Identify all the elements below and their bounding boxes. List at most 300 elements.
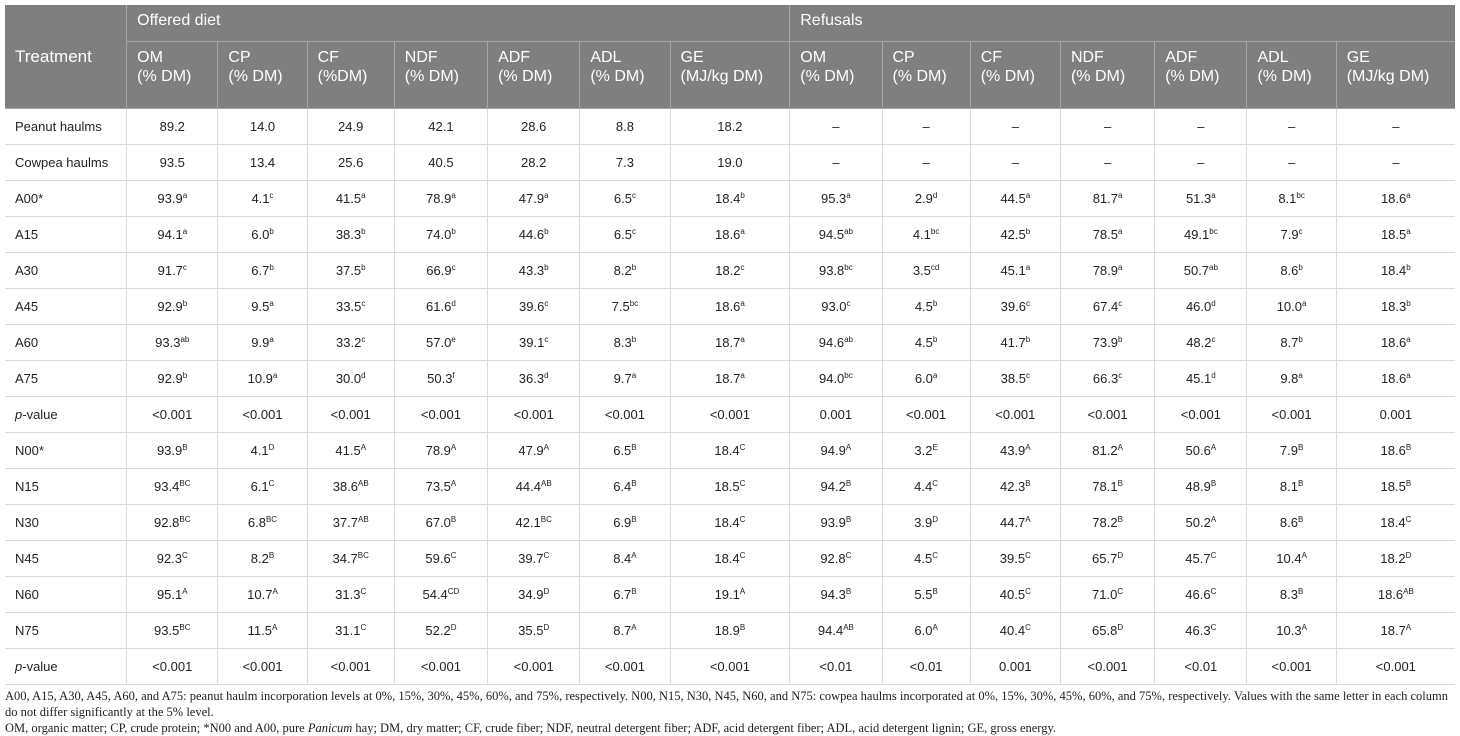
column-header [127, 42, 218, 109]
table-cell [790, 361, 882, 397]
table-cell [580, 289, 670, 325]
table-cell [1155, 181, 1247, 217]
row-label [5, 397, 127, 433]
table-cell [218, 397, 307, 433]
table-cell [1155, 577, 1247, 613]
footnote-abbreviations: OM, organic matter; CP, crude protein; *N00 and A00, pure Panicum hay; DM, dry matter; CF, crude fiber; NDF, neutral detergent fiber; ADF, acid detergent fiber; ADL, acid detergent lignin; GE, gross energy. [5, 721, 1057, 735]
cell-value: <0.001 [995, 407, 1036, 422]
significance-letter: a [182, 227, 188, 236]
cell-value: 39.7 [518, 551, 544, 566]
table-row [5, 433, 1455, 469]
cell-value: 8.4 [613, 551, 632, 566]
table-cell [394, 109, 487, 145]
cell-value: <0.001 [709, 407, 750, 422]
row-label-text: A60 [15, 335, 39, 350]
table-cell [394, 469, 487, 505]
significance-letter: d [932, 191, 938, 200]
cell-value: 78.9 [425, 443, 451, 458]
cell-value: 52.2 [425, 623, 451, 638]
significance-letter: A [932, 623, 938, 632]
table-cell [488, 433, 580, 469]
cell-value: 18.2 [1380, 551, 1406, 566]
cell-value: <0.01 [909, 659, 943, 674]
column-name: OM [137, 49, 163, 66]
table-cell [580, 541, 670, 577]
significance-letter: B [1297, 479, 1304, 488]
cell-value: 51.3 [1185, 191, 1212, 206]
table-cell [1247, 505, 1336, 541]
table-cell [1155, 613, 1247, 649]
row-label-text: N00* [15, 443, 44, 458]
cell-value: 10.3 [1276, 623, 1302, 638]
table-cell [580, 505, 670, 541]
cell-value: <0.001 [1271, 659, 1312, 674]
cell-value: 6.9 [613, 515, 632, 530]
table-cell [580, 577, 670, 613]
significance-letter: c [631, 227, 636, 236]
cell-value: 44.4 [515, 479, 541, 494]
significance-letter: AB [358, 479, 369, 488]
cell-value: 93.0 [821, 299, 847, 314]
table-cell [1060, 505, 1154, 541]
cell-value: 44.5 [1000, 191, 1026, 206]
significance-letter: c [1298, 227, 1303, 236]
table-cell [307, 433, 394, 469]
table-cell [790, 289, 882, 325]
table-cell [1247, 361, 1336, 397]
significance-letter: C [1025, 623, 1031, 632]
significance-letter: a [1025, 191, 1031, 200]
table-cell [970, 613, 1060, 649]
cell-value: 47.9 [518, 191, 545, 206]
significance-letter: C [1210, 623, 1217, 632]
cell-value: 4.5 [914, 335, 933, 350]
significance-letter: c [1118, 299, 1123, 308]
cell-value: 46.3 [1185, 623, 1211, 638]
cell-value: 42.1 [428, 119, 454, 134]
table-cell [218, 469, 307, 505]
cell-value: <0.001 [1180, 407, 1221, 422]
cell-value: 42.3 [999, 479, 1026, 494]
table-cell [488, 397, 580, 433]
cell-value: 71.0 [1092, 587, 1118, 602]
cell-value: 0.001 [819, 407, 853, 422]
table-cell [394, 325, 487, 361]
cell-value: 30.0 [335, 371, 362, 386]
significance-letter: BC [179, 479, 191, 488]
table-cell [882, 289, 970, 325]
cell-value: 18.6 [1380, 191, 1407, 206]
cell-value: 93.3 [155, 335, 181, 350]
column-name: GE [1346, 49, 1370, 66]
cell-value: 0.001 [999, 659, 1032, 674]
table-cell [1060, 289, 1154, 325]
cell-value: 44.6 [518, 227, 545, 242]
table-cell [882, 649, 970, 685]
cell-value: 6.5 [613, 191, 632, 206]
cell-value: 47.9 [518, 443, 544, 458]
cell-value: <0.001 [242, 659, 283, 674]
table-cell [882, 469, 970, 505]
significance-letter: b [932, 299, 938, 308]
significance-letter: C [1210, 551, 1217, 560]
row-label-text: N45 [15, 551, 39, 566]
table-cell [882, 181, 970, 217]
table-cell [307, 397, 394, 433]
column-name: ADL [590, 49, 622, 66]
cell-value: 31.1 [335, 623, 361, 638]
cell-value: 50.2 [1185, 515, 1211, 530]
table-row [5, 109, 1455, 145]
cell-value: 42.5 [1000, 227, 1026, 242]
table-cell [1155, 469, 1247, 505]
column-header [790, 42, 882, 109]
significance-letter: C [739, 443, 746, 452]
cell-value: 8.3 [1279, 587, 1298, 602]
cell-value: 67.4 [1092, 299, 1119, 314]
table-cell [488, 109, 580, 145]
cell-value: 46.0 [1185, 299, 1212, 314]
significance-letter: A [1301, 623, 1307, 632]
significance-letter: B [845, 479, 852, 488]
cell-value: 41.5 [335, 443, 361, 458]
cell-value: 10.9 [247, 371, 273, 386]
significance-letter: a [182, 191, 188, 200]
table-cell [218, 145, 307, 181]
significance-letter: b [1298, 263, 1303, 272]
table-cell [970, 505, 1060, 541]
significance-letter: A [631, 623, 637, 632]
significance-letter: ab [180, 335, 190, 344]
significance-letter: D [543, 623, 550, 632]
table-cell [1060, 325, 1154, 361]
refusals-header: Refusals [790, 5, 1455, 42]
table-cell [1155, 397, 1247, 433]
cell-value: – [1287, 119, 1296, 134]
table-cell [218, 109, 307, 145]
table-cell [307, 649, 394, 685]
cell-value: 6.4 [613, 479, 632, 494]
table-cell [394, 505, 487, 541]
column-unit: (% DM) [137, 68, 192, 85]
cell-value: 18.3 [1380, 299, 1407, 314]
table-cell [580, 109, 670, 145]
significance-letter: A [1117, 443, 1123, 452]
cell-value: 50.7 [1183, 263, 1210, 278]
cell-value: 25.6 [338, 155, 364, 170]
cell-value: 45.1 [1000, 263, 1026, 278]
table-cell [127, 361, 218, 397]
cell-value: <0.001 [604, 407, 645, 422]
table-cell [307, 541, 394, 577]
significance-letter: A [1210, 443, 1217, 452]
row-label [5, 433, 127, 469]
cell-value: 7.9 [1279, 443, 1298, 458]
row-label-text: -value [22, 407, 58, 422]
table-cell [580, 397, 670, 433]
table-cell [127, 433, 218, 469]
table-cell [1060, 145, 1154, 181]
table-cell [790, 181, 882, 217]
table-cell [127, 613, 218, 649]
nutrient-composition-table [5, 5, 1455, 685]
significance-letter: AB [541, 479, 552, 488]
row-label [5, 145, 127, 181]
column-unit: (MJ/kg DM) [680, 68, 764, 85]
table-cell [1155, 433, 1247, 469]
cell-value: 36.3 [518, 371, 545, 386]
significance-letter: B [1405, 443, 1412, 452]
significance-letter: B [1117, 515, 1123, 524]
cell-value: 6.0 [914, 371, 933, 386]
table-cell [670, 361, 790, 397]
cell-value: – [1392, 119, 1400, 134]
table-cell [218, 253, 307, 289]
table-cell [1060, 397, 1154, 433]
table-cell [1060, 577, 1154, 613]
significance-letter: a [1406, 191, 1411, 200]
cell-value: 94.3 [820, 587, 846, 602]
significance-letter: bc [930, 227, 940, 236]
column-name: CF [317, 49, 339, 66]
column-unit: (% DM) [980, 68, 1035, 85]
significance-letter: a [1406, 227, 1411, 236]
significance-letter: a [361, 191, 366, 200]
cell-value: 45.1 [1185, 371, 1212, 386]
cell-value: <0.001 [242, 407, 283, 422]
cell-value: 93.8 [818, 263, 845, 278]
significance-letter: b [1298, 335, 1303, 344]
column-header [882, 42, 970, 109]
significance-letter: C [739, 479, 746, 488]
significance-letter: b [269, 227, 274, 236]
row-label-text: N60 [15, 587, 39, 602]
significance-letter: a [1406, 335, 1411, 344]
table-cell [580, 145, 670, 181]
cell-value: 38.6 [332, 479, 359, 494]
column-header-row [5, 42, 1455, 109]
table-cell [670, 145, 790, 181]
significance-letter: b [1406, 299, 1411, 308]
table-cell [882, 613, 970, 649]
table-cell [970, 469, 1060, 505]
row-label-text: Cowpea haulms [15, 155, 109, 170]
significance-letter: ab [844, 227, 853, 236]
table-cell [790, 253, 882, 289]
cell-value: 18.2 [717, 119, 743, 134]
cell-value: 8.2 [613, 263, 632, 278]
significance-letter: B [450, 515, 457, 524]
significance-letter: C [739, 515, 746, 524]
table-cell [790, 541, 882, 577]
table-cell [488, 361, 580, 397]
table-cell [127, 325, 218, 361]
table-row [5, 145, 1455, 181]
significance-letter: C [543, 551, 550, 560]
cell-value: – [832, 155, 840, 170]
cell-value: 42.1 [515, 515, 541, 530]
table-cell [882, 361, 970, 397]
table-cell [970, 145, 1060, 181]
cell-value: 8.6 [1279, 515, 1298, 530]
cell-value: <0.001 [1271, 407, 1312, 422]
cell-value: 10.0 [1276, 299, 1302, 314]
cell-value: 39.6 [519, 299, 545, 314]
table-cell [127, 505, 218, 541]
cell-value: 43.9 [999, 443, 1026, 458]
table-row [5, 289, 1455, 325]
cell-value: 78.9 [426, 191, 452, 206]
table-cell [127, 649, 218, 685]
table-cell [1155, 325, 1247, 361]
significance-letter: D [932, 515, 939, 524]
cell-value: 94.0 [818, 371, 845, 386]
cell-value: <0.001 [330, 659, 371, 674]
cell-value: <0.001 [709, 659, 750, 674]
cell-value: 39.6 [1000, 299, 1026, 314]
table-cell [1247, 433, 1336, 469]
significance-letter: a [1211, 191, 1216, 200]
significance-letter: B [1297, 443, 1304, 452]
table-cell [488, 469, 580, 505]
significance-letter: A [1025, 515, 1031, 524]
row-label-text: N15 [15, 479, 39, 494]
cell-value: – [922, 155, 930, 170]
row-label [5, 505, 127, 541]
cell-value: 66.3 [1092, 371, 1119, 386]
row-label [5, 361, 127, 397]
row-label [5, 181, 127, 217]
significance-letter: B [845, 515, 852, 524]
table-row [5, 217, 1455, 253]
cell-value: 28.6 [521, 119, 547, 134]
significance-letter: A [272, 623, 278, 632]
column-name: CP [892, 49, 915, 66]
significance-letter: b [361, 227, 366, 236]
cell-value: – [1197, 155, 1205, 170]
column-header [394, 42, 487, 109]
cell-value: 40.4 [999, 623, 1026, 638]
cell-value: 50.6 [1185, 443, 1211, 458]
table-cell [307, 469, 394, 505]
table-cell [1060, 649, 1154, 685]
significance-letter: B [631, 587, 637, 596]
table-cell [970, 433, 1060, 469]
cell-value: 49.1 [1183, 227, 1210, 242]
significance-letter: C [360, 587, 367, 596]
table-cell [394, 577, 487, 613]
significance-letter: A [450, 443, 457, 452]
row-label [5, 541, 127, 577]
significance-letter: c [1025, 371, 1030, 380]
significance-letter: B [268, 551, 275, 560]
table-cell [970, 289, 1060, 325]
significance-letter: d [1211, 299, 1216, 308]
significance-letter: b [182, 371, 188, 380]
cell-value: 5.5 [914, 587, 933, 602]
table-cell [394, 397, 487, 433]
table-cell [1247, 145, 1336, 181]
table-cell [488, 181, 580, 217]
cell-value: 18.7 [1380, 623, 1406, 638]
table-cell [218, 613, 307, 649]
column-header [670, 42, 790, 109]
significance-letter: A [739, 587, 746, 596]
cell-value: 18.5 [1380, 479, 1406, 494]
footnote-panicum: Panicum [307, 721, 353, 735]
cell-value: 8.1 [1278, 191, 1297, 206]
cell-value: 9.7 [613, 371, 632, 386]
cell-value: 35.5 [518, 623, 544, 638]
column-header [1247, 42, 1336, 109]
significance-letter: B [739, 623, 746, 632]
cell-value: 94.4 [817, 623, 844, 638]
table-cell [1247, 541, 1336, 577]
table-cell [1155, 217, 1247, 253]
significance-letter: b [544, 263, 549, 272]
table-cell [670, 181, 790, 217]
cell-value: <0.001 [513, 659, 554, 674]
cell-value: 6.1 [250, 479, 269, 494]
significance-letter: a [1118, 227, 1123, 236]
significance-letter: D [1117, 623, 1124, 632]
table-cell [218, 289, 307, 325]
significance-letter: d [544, 371, 549, 380]
column-header [218, 42, 307, 109]
table-cell [970, 109, 1060, 145]
significance-letter: b [182, 299, 188, 308]
cell-value: 78.2 [1092, 515, 1118, 530]
cell-value: 93.9 [820, 515, 846, 530]
cell-value: 4.5 [914, 551, 933, 566]
table-cell [394, 289, 487, 325]
table-cell [670, 469, 790, 505]
cell-value: 18.6 [1380, 443, 1406, 458]
table-row [5, 253, 1455, 289]
column-name: NDF [404, 49, 438, 66]
cell-value: 92.9 [157, 371, 183, 386]
significance-letter: cd [930, 263, 940, 272]
table-cell [307, 613, 394, 649]
cell-value: <0.001 [420, 407, 461, 422]
table-cell [488, 577, 580, 613]
significance-letter: C [268, 479, 275, 488]
table-cell [670, 433, 790, 469]
cell-value: 41.5 [335, 191, 362, 206]
column-unit: (% DM) [590, 68, 645, 85]
cell-value: 67.0 [425, 515, 451, 530]
significance-letter: BC [179, 623, 191, 632]
cell-value: <0.001 [1375, 659, 1416, 674]
table-cell [1155, 289, 1247, 325]
table-body [5, 109, 1455, 685]
cell-value: 92.8 [820, 551, 846, 566]
table-cell [1336, 217, 1455, 253]
significance-letter: b [451, 227, 456, 236]
significance-letter: C [450, 551, 457, 560]
significance-letter: b [269, 263, 274, 272]
cell-value: 3.9 [914, 515, 933, 530]
significance-letter: c [269, 191, 274, 200]
column-header [1155, 42, 1247, 109]
table-cell [1336, 469, 1455, 505]
significance-letter: f [452, 371, 455, 380]
table-row [5, 325, 1455, 361]
table-cell [1247, 325, 1336, 361]
row-label-text: A15 [15, 227, 39, 242]
cell-value: 4.4 [914, 479, 933, 494]
cell-value: 50.3 [427, 371, 453, 386]
